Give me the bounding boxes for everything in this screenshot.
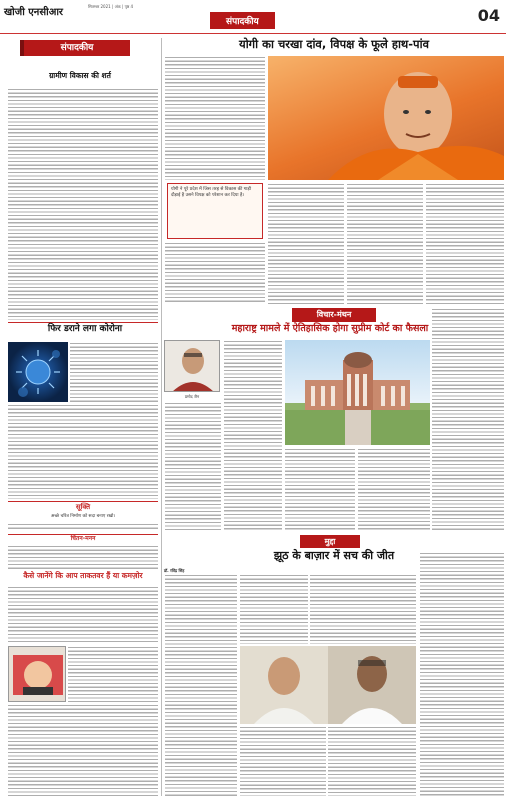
top-article-text-3 bbox=[268, 183, 344, 304]
left-article-3-text-c bbox=[8, 704, 158, 796]
quote-title: सूक्ति bbox=[75, 503, 91, 511]
top-article-text-4 bbox=[347, 183, 423, 304]
author-photo bbox=[164, 340, 220, 392]
left-headline-3: कैसे जानेंगे कि आप ताकतवर हैं या कमज़ोर bbox=[23, 571, 143, 580]
top-article-text-5 bbox=[426, 183, 504, 304]
pull-quote-box bbox=[167, 183, 263, 239]
bottom-byline: डॉ. रविंद्र सिंह bbox=[164, 568, 185, 573]
vichar-text bbox=[8, 545, 158, 569]
yogi-photo bbox=[268, 56, 504, 180]
page-header bbox=[0, 0, 506, 34]
top-article-text-2 bbox=[165, 242, 265, 304]
left-section-label: संपादकीय bbox=[20, 40, 130, 56]
virus-image bbox=[8, 342, 68, 402]
bottom-text-6 bbox=[420, 552, 504, 796]
divider bbox=[8, 322, 158, 323]
politicians-photo bbox=[240, 646, 416, 724]
left-article-1-text bbox=[8, 88, 158, 320]
vichar-label: चिंतन-मनन bbox=[70, 535, 96, 542]
quote-text: अच्छे चरित्र निर्माण को सदा बनाए रखो। bbox=[50, 514, 116, 519]
bottom-text-2 bbox=[240, 574, 308, 644]
author-caption: प्रमोद जैन bbox=[184, 394, 200, 399]
quote-extra-lines bbox=[8, 523, 158, 531]
header-date: सितम्बर 2021 | अंक | पृष्ठ 4 bbox=[88, 4, 134, 9]
bottom-text-4 bbox=[240, 726, 326, 796]
bottom-headline: झूठ के बाज़ार में सच की जीत bbox=[273, 549, 395, 562]
supreme-court-photo bbox=[285, 340, 430, 445]
bottom-text-5 bbox=[328, 726, 416, 796]
left-headline-2: फिर डराने लगा कोरोना bbox=[47, 324, 123, 334]
bottom-text-1 bbox=[165, 574, 237, 796]
middle-text-0 bbox=[165, 402, 221, 530]
middle-section-label: विचार-मंथन bbox=[292, 308, 376, 322]
bottom-text-3 bbox=[310, 574, 416, 644]
left-article-3-text-a bbox=[8, 586, 158, 644]
left-article-2-text-a bbox=[70, 342, 158, 402]
newspaper-logo: खोजी एनसीआर bbox=[4, 7, 64, 18]
pull-quote: योगी ने पूरे प्रदेश में जिस तरह से विकास की गाड़ी दौड़ाई है उसने विपक्ष को परेशान कर दिया है। bbox=[171, 187, 251, 198]
top-headline: योगी का चरखा दांव, विपक्ष के फूले हाथ-पांव bbox=[239, 37, 429, 51]
middle-text-3 bbox=[285, 448, 355, 530]
page-number: 04 bbox=[477, 6, 500, 25]
middle-text-4 bbox=[358, 448, 430, 530]
bottom-section-label: मुद्दा bbox=[300, 535, 360, 548]
chinta-logo-image bbox=[8, 646, 66, 702]
top-article-text-1 bbox=[165, 56, 265, 180]
left-headline-1: ग्रामीण विकास की शर्त bbox=[49, 71, 111, 80]
divider bbox=[8, 501, 158, 502]
section-title: संपादकीय bbox=[210, 12, 275, 29]
middle-headline: महाराष्ट्र मामले में ऐतिहासिक होगा सुप्रीम कोर्ट का फैसला bbox=[231, 323, 429, 334]
middle-text-2 bbox=[432, 308, 504, 530]
column-separator bbox=[161, 38, 162, 796]
left-article-2-text-b bbox=[8, 404, 158, 499]
middle-text-1 bbox=[224, 340, 282, 530]
left-article-3-text-b bbox=[68, 646, 158, 702]
